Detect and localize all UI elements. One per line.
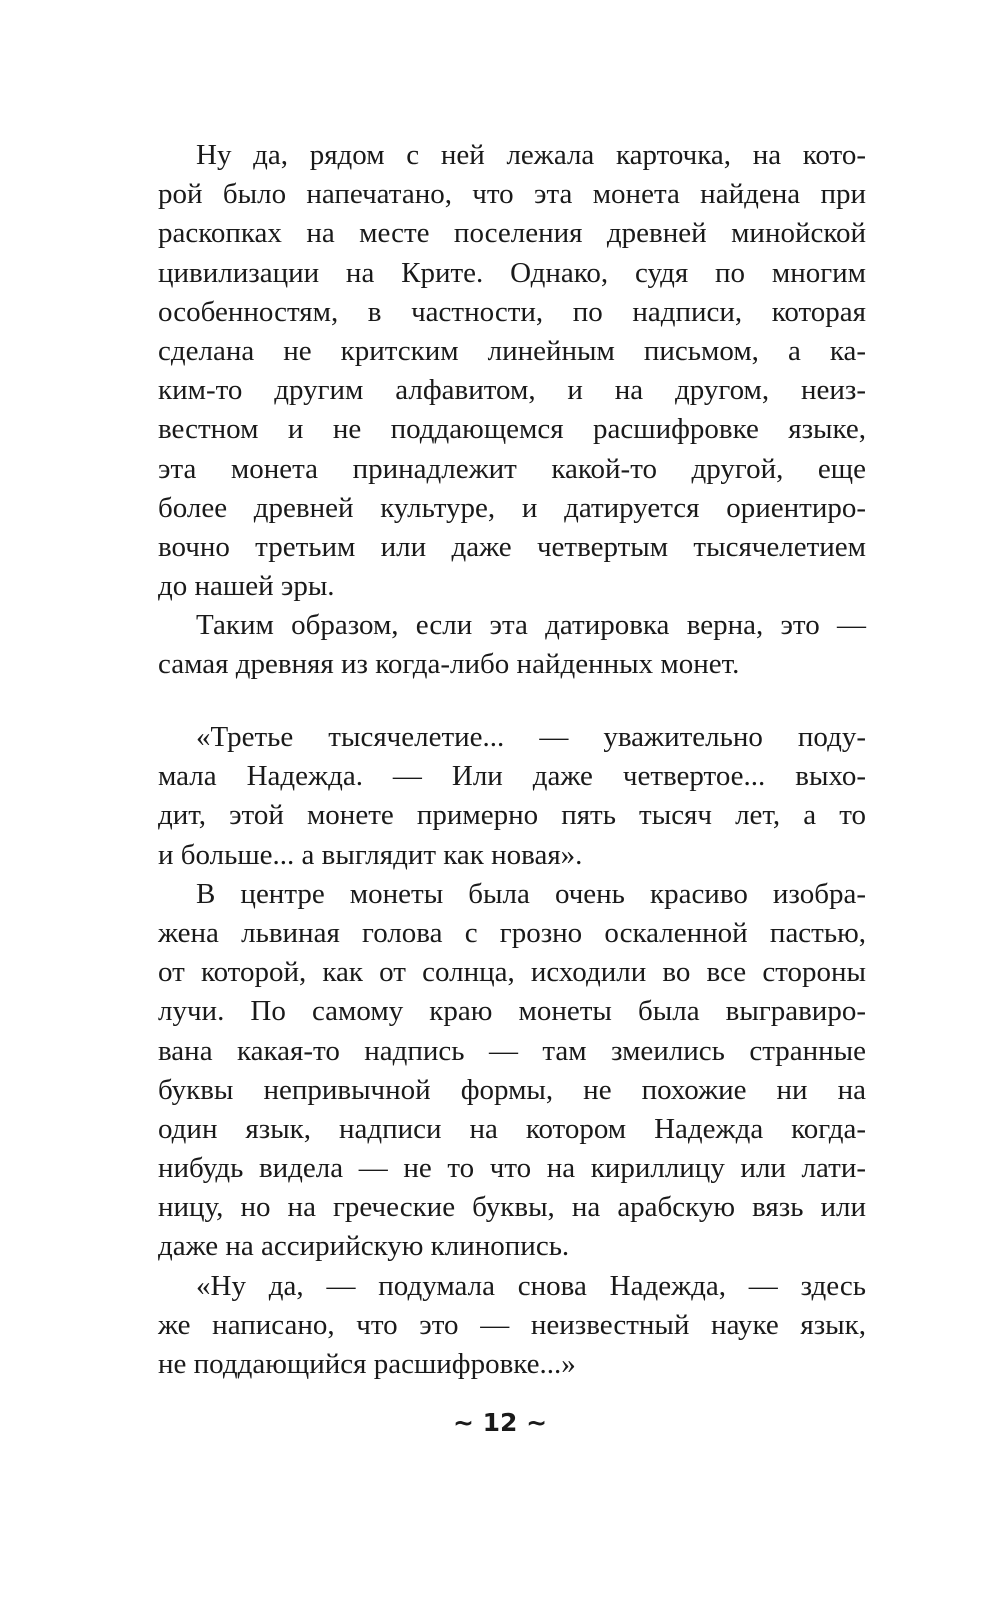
text-line: даже на ассирийскую клинопись. [158,1230,570,1263]
text-line: дит, этой монете примерно пять тысяч лет, а то [158,799,866,832]
paragraph [158,1267,866,1385]
text-line: вочно третьим или даже четвертым тысячелетием [158,530,866,563]
text-line: В центре монеты была очень красиво изобра- [196,877,866,910]
text-line: же написано, что это — неизвестный науке язык, [158,1308,866,1341]
text-section-1 [158,136,866,685]
text-line: не поддающийся расшифровке...» [158,1348,576,1380]
text-line: ким-то другим алфавитом, и на другом, неиз- [158,374,866,407]
text-line: мала Надежда. — Или даже четвертое... выхо- [158,760,866,793]
text-line: особенностям, в частности, по надписи, которая [158,295,866,328]
text-line: и больше... а выглядит как новая». [158,838,583,871]
text-line: вестном и не поддающемся расшифровке языке, [158,413,866,446]
text-line: Таким образом, если эта датировка верна, это — [196,609,866,642]
text-line: рой было напечатано, что эта монета найдена при [158,178,866,211]
text-line: лучи. По самому краю монеты была выгравиро- [158,995,866,1028]
text-line: цивилизации на Крите. Однако, судя по многим [158,256,866,289]
text-line: раскопках на месте поселения древней минойской [158,217,866,250]
text-line: нибудь видела — не то что на кириллицу или лати- [158,1152,866,1185]
text-line: ницу, но на греческие буквы, на арабскую вязь или [158,1191,866,1224]
text-line: вана какая-то надпись — там змеились странные [158,1034,866,1067]
text-line: самая древняя из когда-либо найденных монет. [158,648,740,681]
text-line: от которой, как от солнца, исходили во все стороны [158,956,866,989]
paragraph [158,606,866,684]
text-line: до нашей эры. [158,570,335,603]
paragraph [158,875,866,1267]
text-line: «Ну да, — подумала снова Надежда, — здесь [196,1269,866,1302]
text-line: жена львиная голова с грозно оскаленной пастью, [158,916,866,949]
text-line: более древней культуре, и датируется ориентиро- [158,491,866,524]
text-line: буквы непривычной формы, не похожие ни на [158,1073,866,1106]
text-line: «Третье тысячелетие... — уважительно поду- [196,721,866,753]
paragraph [158,718,866,875]
text-line: Ну да, рядом с ней лежала карточка, на кото- [196,139,866,171]
page-number: ~ 12 ~ [452,1408,548,1437]
text-section-2 [158,718,866,1384]
text-line: сделана не критским линейным письмом, а ка- [158,334,866,367]
text-line: эта монета принадлежит какой-то другой, еще [158,452,866,485]
paragraph [158,136,866,606]
text-line: один язык, надписи на котором Надежда когда- [158,1112,866,1145]
